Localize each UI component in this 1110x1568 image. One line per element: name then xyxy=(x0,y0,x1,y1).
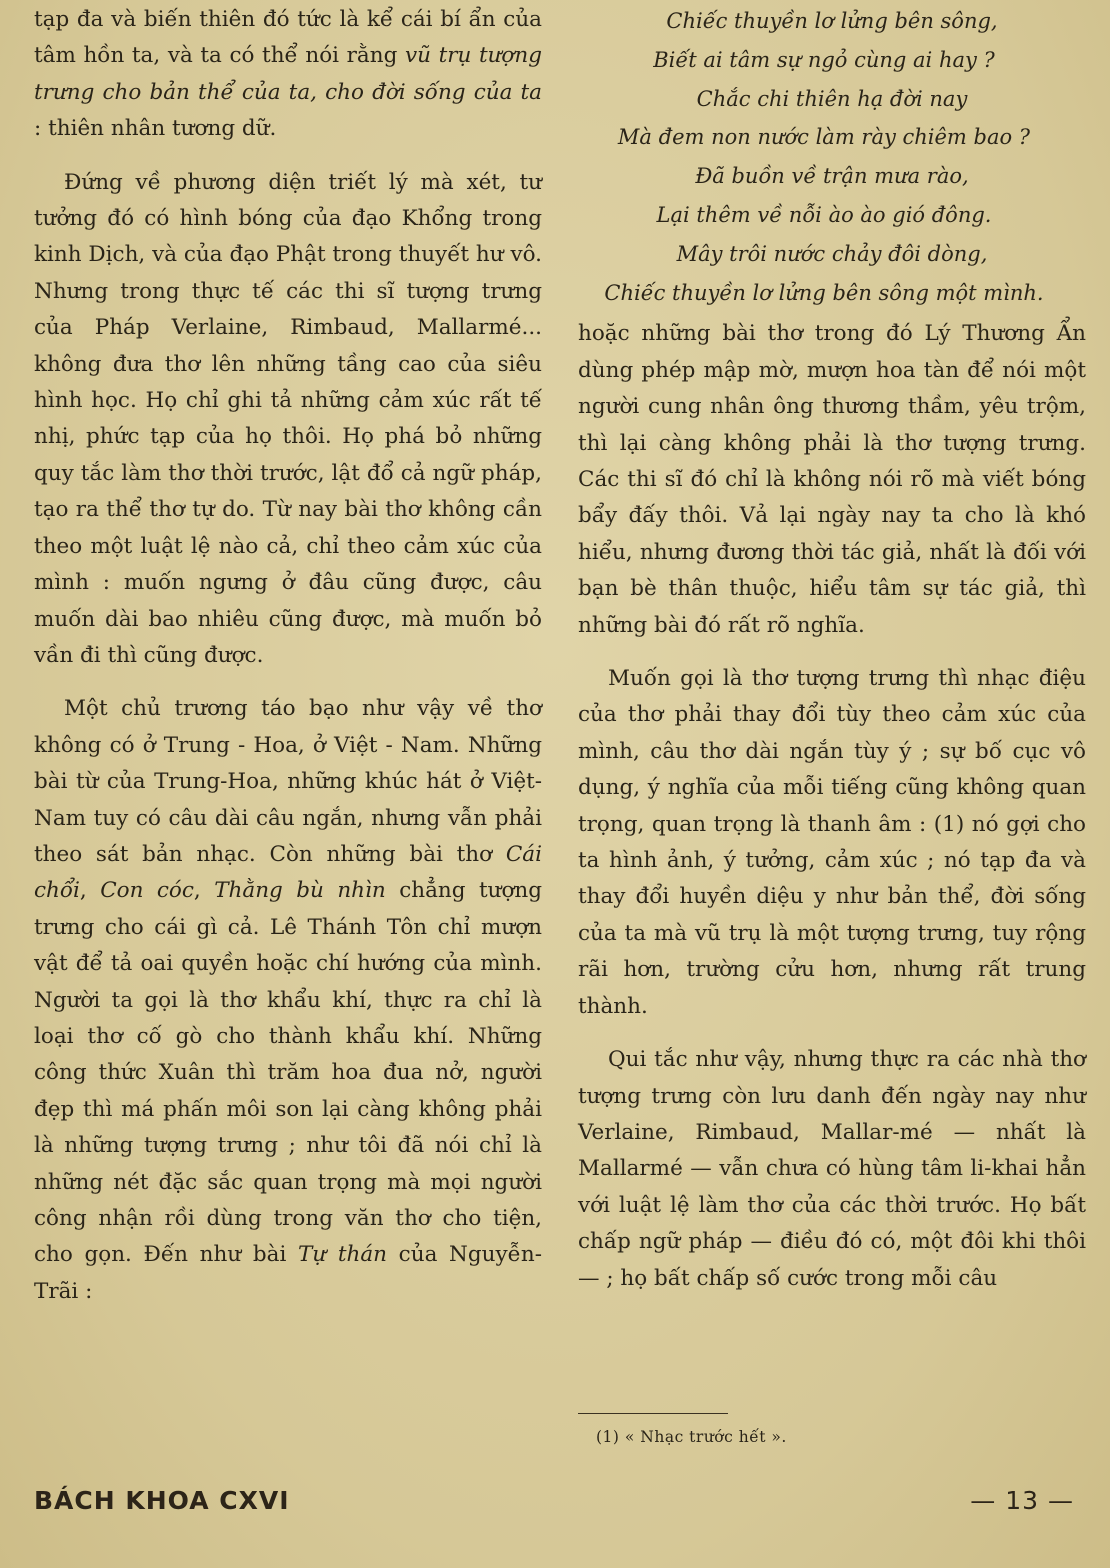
poem-line: Biết ai tâm sự ngỏ cùng ai hay ? xyxy=(653,47,995,72)
text-run: của Nguyễn-Trãi : xyxy=(34,1242,542,1304)
page-number: — 13 — xyxy=(970,1486,1074,1515)
text-run: chẳng tượng trưng cho cái gì cả. Lê Thánh Tôn chỉ mượn vật để tả oai quyền hoặc chí hướng của mình. Người ta gọi là thơ khẩu khí, thực ra chỉ là loại thơ cố gò cho thành khẩu khí. Những công thức Xuân thì trăm hoa đua nở, người đẹp thì má phấn môi son lại càng không phải là những tượng trưng ; như tôi đã nói chỉ là những nét đặc sắc quan trọng mà mọi người công nhận rồi dùng trong văn thơ cho tiện, cho gọn. Đến như bài xyxy=(34,878,542,1268)
paragraph xyxy=(34,691,542,1310)
paragraph xyxy=(34,2,542,148)
text-run: , xyxy=(193,878,215,904)
left-column xyxy=(34,2,542,1310)
paragraph: Muốn gọi là thơ tượng trưng thì nhạc điệu của thơ phải thay đổi tùy theo cảm xúc của mình, câu thơ dài ngắn tùy ý ; sự bố cục vô dụng, ý nghĩa của mỗi tiếng cũng không quan trọng, quan trọng là thanh âm : (1) nó gợi cho ta hình ảnh, ý tưởng, cảm xúc ; nó tạp đa và thay đổi huyền diệu y như bản thể, đời sống của ta mà vũ trụ là một tượng trưng, tuy rộng rãi hơn, trường cửu hơn, nhưng rất trung thành. xyxy=(578,666,1086,1019)
poem-line: Mà đem non nước làm rày chiêm bao ? xyxy=(617,125,1031,150)
text-run: Một chủ trương táo bạo như vậy về thơ không có ở Trung - Hoa, ở Việt - Nam. Những bài từ của Trung-Hoa, những khúc hát ở Việt-Nam tuy có câu dài câu ngắn, nhưng vẫn phải theo sát bản nhạc. Còn những bài thơ xyxy=(34,696,542,867)
paragraph: Đứng về phương diện triết lý mà xét, tư tưởng đó có hình bóng của đạo Khổng trong kinh Dịch, và của đạo Phật trong thuyết hư vô. Nhưng trong thực tế các thi sĩ tượng trưng của Pháp Verlaine, Rimbaud, Mallarmé... không đưa thơ lên những tầng cao của siêu hình học. Họ chỉ ghi tả những cảm xúc rất tế nhị, phức tạp của họ thôi. Họ phá bỏ những quy tắc làm thơ thời trước, lật đổ cả ngữ pháp, tạo ra thể thơ tự do. Từ nay bài thơ không cần theo một luật lệ nào cả, chỉ theo cảm xúc của mình : muốn ngưng ở đâu cũng được, câu muốn dài bao nhiêu cũng được, mà muốn bỏ vần đi thì cũng được. xyxy=(34,169,542,668)
text-run: tạp đa và biến thiên đó tức là kể cái bí ẩn của tâm hồn ta, và ta có thể nói rằng xyxy=(34,7,542,69)
footnote-divider xyxy=(578,1413,728,1414)
poem-line: Đã buồn về trận mưa rào, xyxy=(695,164,969,189)
paragraph: Qui tắc như vậy, nhưng thực ra các nhà thơ tượng trưng còn lưu danh đến ngày nay như Verlaine, Rimbaud, Mallar-mé — nhất là Mallarmé — vẫn chưa có hùng tâm li-khai hẳn với luật lệ làm thơ của các thời trước. Họ bất chấp ngữ pháp — điều đó có, một đôi khi thôi — ; họ bất chấp số cước trong mỗi câu xyxy=(578,1047,1086,1291)
poem-line: Mây trôi nước chảy đôi dòng, xyxy=(676,241,988,266)
poem-line: Chiếc thuyền lơ lửng bên sông, xyxy=(666,9,998,33)
italic-phrase: vũ trụ tượng trưng cho bản thể của ta, cho đời sống của ta xyxy=(34,43,542,105)
footnote: (1) « Nhạc trước hết ». xyxy=(596,1428,787,1446)
poem-title: Tự thán xyxy=(298,1242,388,1268)
text-run: , xyxy=(79,878,101,904)
text-run: : thiên nhân tương dữ. xyxy=(34,116,277,142)
magazine-title: BÁCH KHOA CXVI xyxy=(34,1486,290,1515)
right-column xyxy=(578,2,1086,1297)
quoted-poem xyxy=(578,2,1086,312)
poem-line: Chắc chi thiên hạ đời nay xyxy=(696,86,968,111)
poem-title: Thằng bù nhìn xyxy=(214,878,386,904)
poem-line: Chiếc thuyền lơ lửng bên sông một mình. xyxy=(604,280,1044,305)
poem-title: Cái chổi xyxy=(34,841,542,904)
poem-line: Lại thêm về nỗi ào ào gió đông. xyxy=(656,202,992,227)
paragraph: hoặc những bài thơ trong đó Lý Thương Ẩn dùng phép mập mờ, mượn hoa tàn để nói một người cung nhân ông thương thầm, yêu trộm, thì lại càng không phải là thơ tượng trưng. Các thi sĩ đó chỉ là không nói rõ mà viết bóng bẩy đấy thôi. Vả lại ngày nay ta cho là khó hiểu, nhưng đương thời tác giả, nhất là đối với bạn bè thân thuộc, hiểu tâm sự tác giả, thì những bài đó rất rõ nghĩa. xyxy=(578,321,1086,638)
poem-title: Con cóc xyxy=(100,878,194,904)
